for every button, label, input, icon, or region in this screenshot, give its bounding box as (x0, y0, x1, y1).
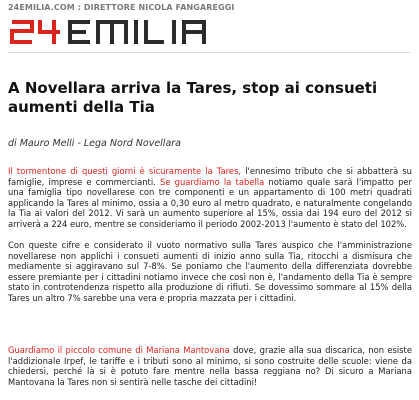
article-byline: di Mauro Melli - Lega Nord Novellara (8, 138, 181, 149)
paragraph-text: dove, grazie alla sua discarica, non esiste l'addizionale Irpef, le tariffe e i tributi sono al minimo, si sono costruite delle scuole: viene da chiedersi, perché là si è potuto fare mentre nella bassa reggiana no? Di sicuro a Mariana Mantovana la Tares non si sentirà nelle tasche dei cittadini! (8, 345, 412, 387)
highlight-text: Guardiamo il piccolo comune di Mariana Mantovana (8, 345, 230, 355)
article-paragraph-3 (8, 345, 412, 387)
highlight-text: Se guardiamo la tabella (160, 176, 265, 187)
highlight-text: Il tormentone di questi giorni è sicuramente la Tares, (8, 166, 242, 176)
logo-graphic (8, 16, 238, 46)
site-logo[interactable] (8, 16, 238, 46)
article-paragraph-2: Con queste cifre e considerato il vuoto normativo sulla Tares auspico che l'amministrazione novellarese non applichi i consueti aumenti di inizio anno sulla Tia, ritocchi a dismisura che mediamente si aggiravano sul 7-8%. Se poniamo che l'aumento della differenziata dovrebbe essere premiante per i cittadini notiamo invece che così non è, l'andamento della Tia è sempre stato in controtendenza rispetto alla produzione di rifiuti. Se dovessimo sommare al 15% della Tares un altro 7% sarebbe una vera e propria mazzata per i cittadini. (8, 240, 412, 303)
header-divider (8, 52, 410, 53)
article-title: A Novellara arriva la Tares, stop ai consueti aumenti della Tia (8, 79, 378, 116)
site-topline: 24EMILIA.COM : DIRETTORE NICOLA FANGAREGGI (8, 3, 235, 12)
article-paragraph-1 (8, 166, 412, 230)
paragraph-text: l'ennesimo tributo che si abbatterà su famiglie, imprese e commercianti. (8, 166, 412, 187)
paragraph-text: notiamo quale sarà l'impatto per una famiglia tipo novellarese con tre componenti e un appartamento di 100 metri quadrati applicando la Tares al minimo, ossia a 0,30 euro al metro quadrato, e naturalmente congelando la Tia ai valori del 2012. Vi sarà un aumento superiore al 15%, ossia dai 194 euro del 2012 si arriverà a 224 euro, mentre se consideriamo il periodo 2002-2013 l'aumento è stato del 102%. (8, 176, 413, 229)
